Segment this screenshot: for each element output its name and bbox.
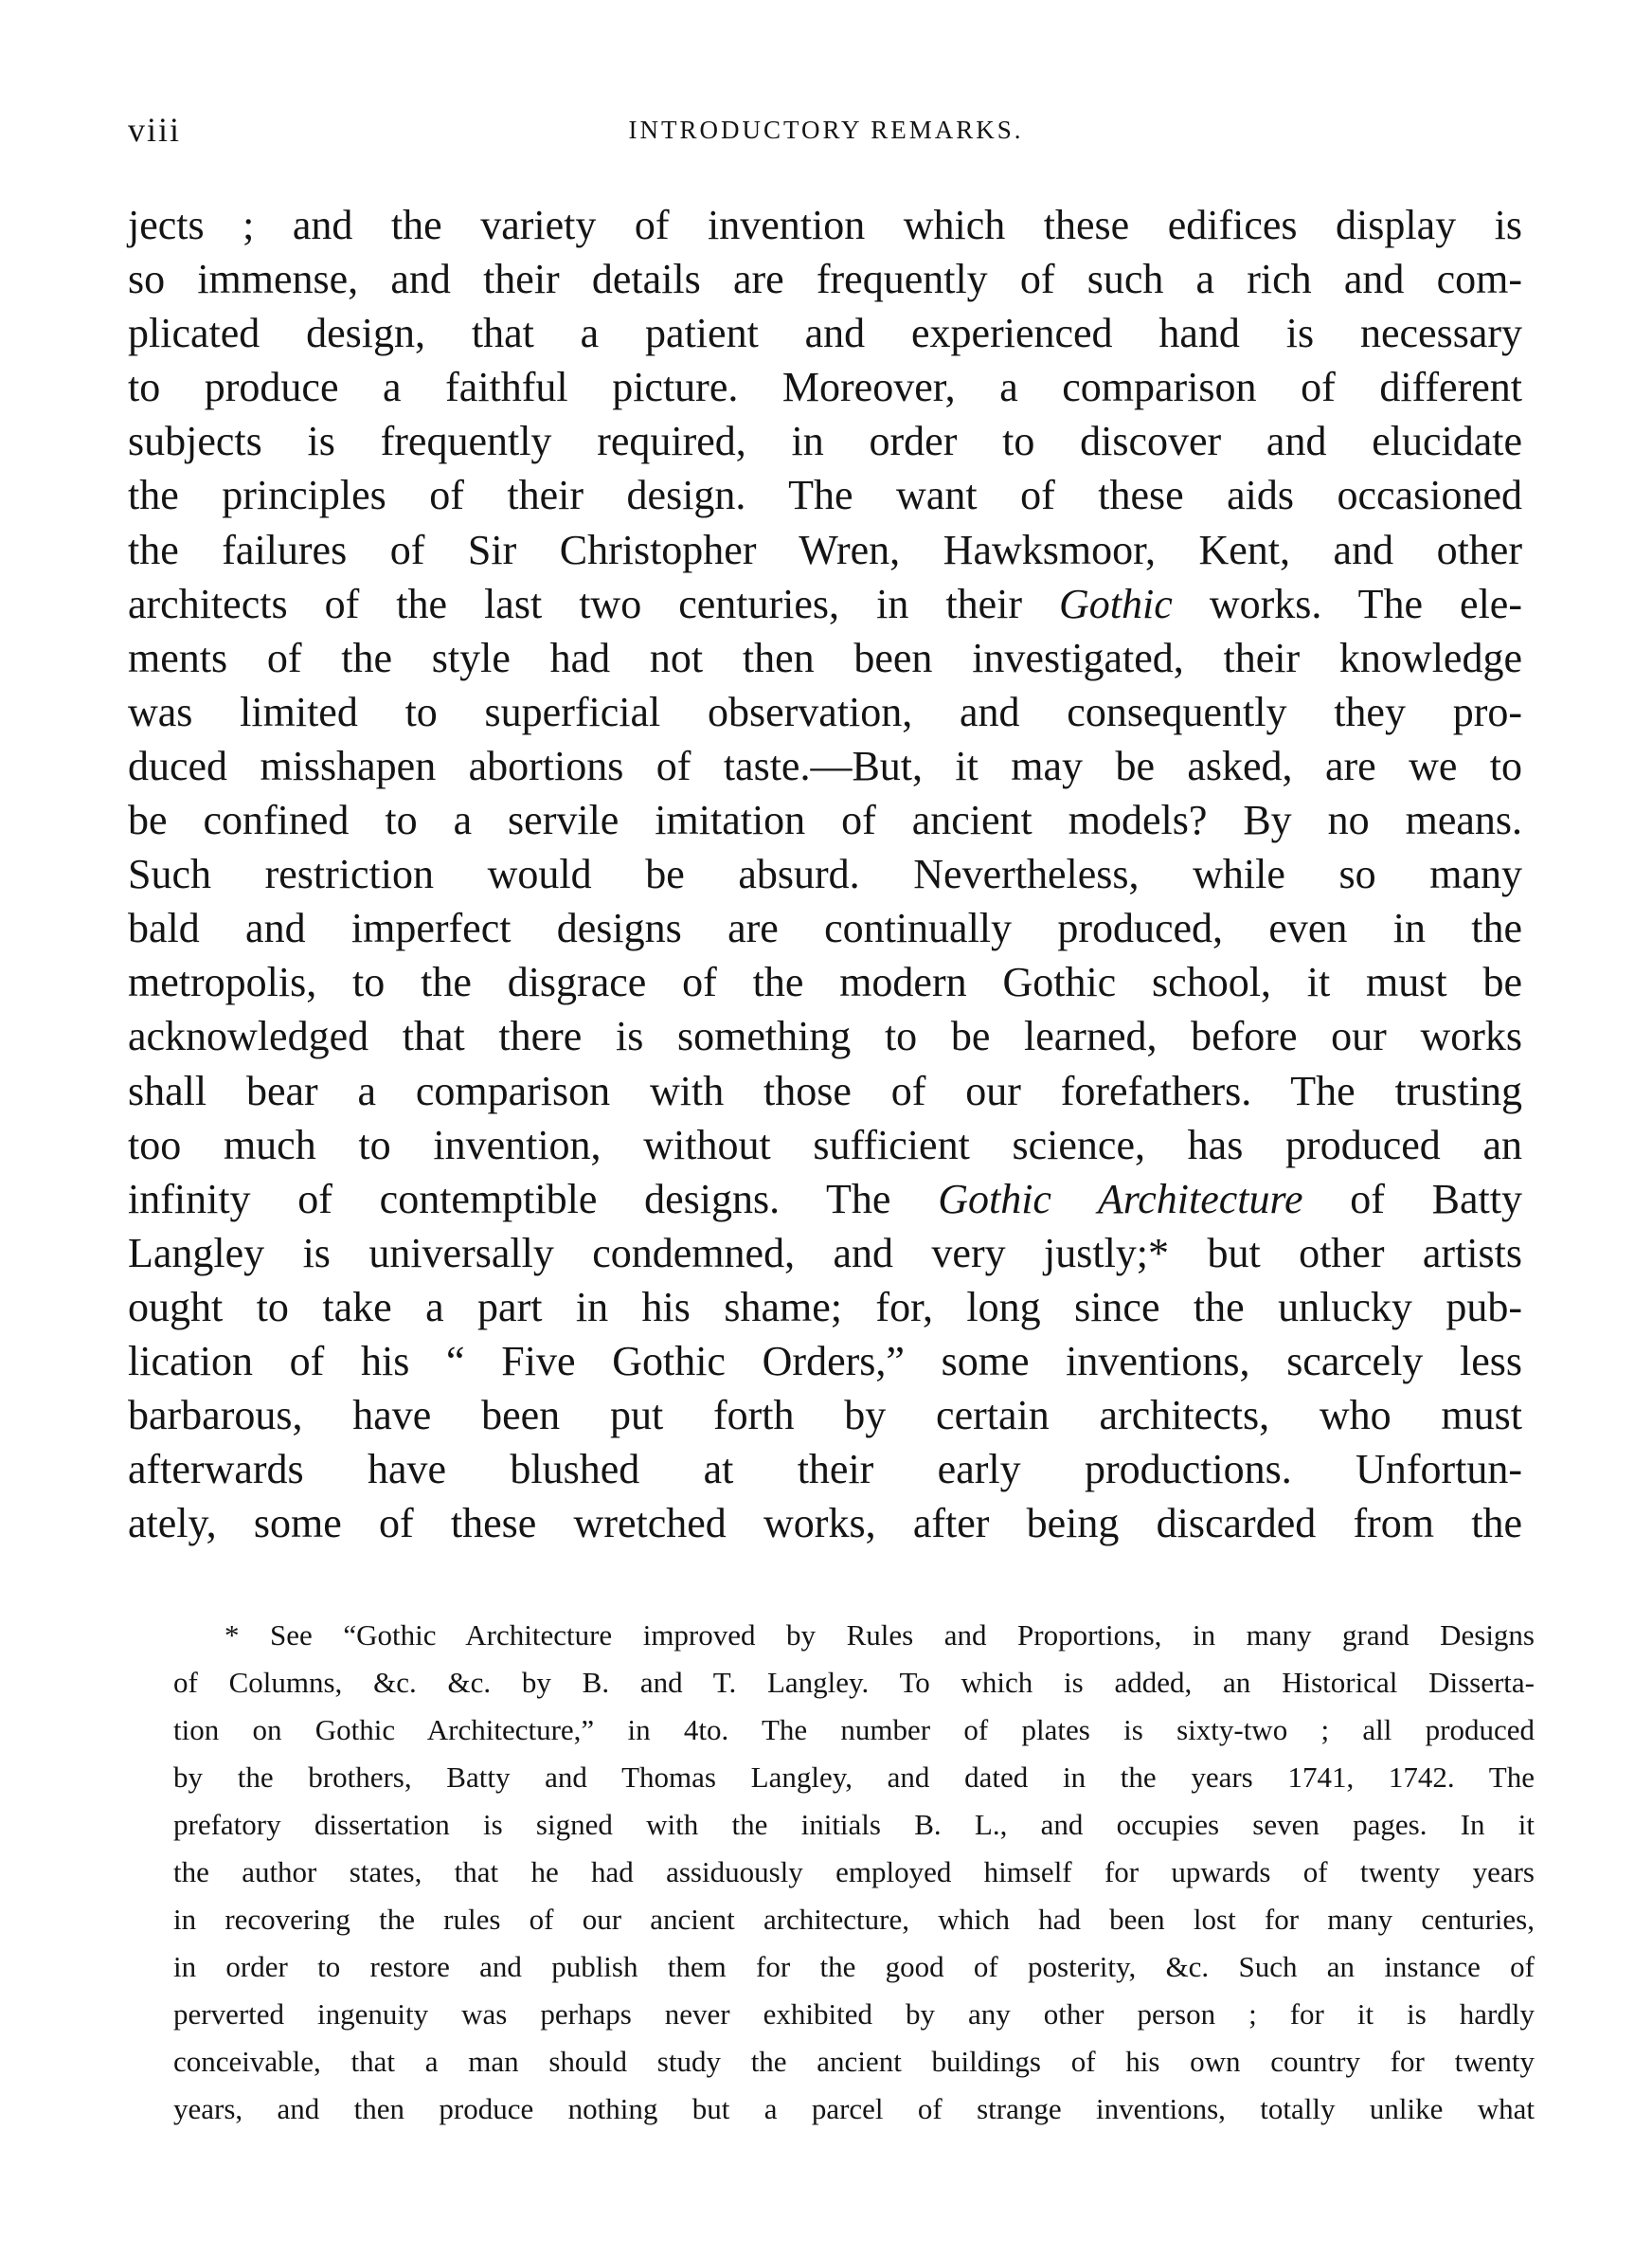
line-text: duced misshapen abortions of taste.—But, it may be asked, are we to [128,742,1522,789]
body-line [128,523,1522,577]
body-line [128,306,1522,360]
footnote-line: the author states, that he had assiduously employed himself for upwards of twenty years [173,1855,1535,1888]
body-line [128,793,1522,847]
footnote-line: in order to restore and publish them for the good of posterity, &c. Such an instance of [173,1950,1535,1983]
line-text: architects of the last two centuries, in their [128,580,1060,627]
body-line [128,631,1522,685]
line-text: afterwards have blushed at their early productions. Unfortun- [128,1446,1522,1493]
body-line [128,901,1522,955]
line-text: be confined to a servile imitation of ancient models? By no means. [128,797,1522,844]
line-text: ments of the style had not then been investigated, their knowledge [128,634,1522,681]
footnote-line: * See “Gothic Architecture improved by Rules and Proportions, in many grand Designs [224,1618,1535,1652]
page-number: viii [128,111,182,149]
body-line [128,685,1522,739]
italic-title: Gothic [1059,580,1173,627]
body-line [128,1064,1522,1118]
line-text: to produce a faithful picture. Moreover, a comparison of different [128,364,1522,411]
body-line [128,1496,1522,1550]
footnote [173,1612,1535,2133]
line-text: bald and imperfect designs are continually produced, even in the [128,905,1522,952]
line-text: the failures of Sir Christopher Wren, Hawksmoor, Kent, and other [128,526,1522,573]
line-text: of Batty [1302,1175,1522,1222]
body-line [128,1388,1522,1442]
line-text: was limited to superficial observation, and consequently they pro- [128,688,1522,735]
line-text: so immense, and their details are frequently of such a rich and com- [128,256,1522,303]
footnote-line: tion on Gothic Architecture,” in 4to. The number of plates is sixty-two ; all produced [173,1713,1535,1746]
footnote-line: by the brothers, Batty and Thomas Langley, and dated in the years 1741, 1742. The [173,1760,1535,1794]
body-line [128,414,1522,468]
line-text: metropolis, to the disgrace of the modern Gothic school, it must be [128,959,1522,1006]
body-line [128,1009,1522,1063]
body-line [128,955,1522,1009]
footnote-line: years, and then produce nothing but a parcel of strange inventions, totally unlike what [173,2092,1535,2125]
body-line [128,198,1522,252]
line-text: lication of his “ Five Gothic Orders,” some inventions, scarcely less [128,1337,1522,1384]
line-text: ately, some of these wretched works, after being discarded from the [128,1500,1522,1547]
line-text: infinity of contemptible designs. The [128,1175,939,1222]
body-line [128,1280,1522,1334]
line-text: too much to invention, without sufficient science, has produced an [128,1121,1522,1168]
line-text: works. The ele- [1172,580,1522,627]
body-line [128,1334,1522,1388]
body-line [128,252,1522,306]
body-line [128,1118,1522,1172]
line-text: Langley is universally condemned, and very justly;* but other artists [128,1229,1522,1276]
footnote-line: conceivable, that a man should study the ancient buildings of his own country for twenty [173,2045,1535,2078]
footnote-line: of Columns, &c. &c. by B. and T. Langley. To which is added, an Historical Disserta- [173,1666,1535,1699]
body-line [128,577,1522,631]
footnote-line: prefatory dissertation is signed with the initials B. L., and occupies seven pages. In it [173,1808,1535,1841]
body-line [128,739,1522,793]
line-text: plicated design, that a patient and experienced hand is necessary [128,310,1522,357]
body-line [128,1172,1522,1226]
italic-title: Gothic Architecture [938,1175,1303,1222]
body-line [128,1226,1522,1280]
body-text [128,198,1522,1550]
line-text: barbarous, have been put forth by certain architects, who must [128,1392,1522,1439]
line-text: shall bear a comparison with those of our forefathers. The trusting [128,1067,1522,1114]
running-head: INTRODUCTORY REMARKS. [628,116,1024,144]
line-text: jects ; and the variety of invention which these edifices display is [128,202,1522,248]
line-text: the principles of their design. The want of these aids occasioned [128,472,1522,519]
body-line [128,360,1522,414]
body-line [128,468,1522,522]
line-text: acknowledged that there is something to be learned, before our works [128,1013,1522,1060]
body-line [128,847,1522,901]
body-line [128,1442,1522,1496]
footnote-line: in recovering the rules of our ancient architecture, which had been lost for many centuries, [173,1903,1535,1936]
line-text: subjects is frequently required, in order to discover and elucidate [128,418,1522,465]
line-text: Such restriction would be absurd. Nevertheless, while so many [128,851,1522,898]
line-text: ought to take a part in his shame; for, long since the unlucky pub- [128,1283,1522,1330]
footnote-line: perverted ingenuity was perhaps never exhibited by any other person ; for it is hardly [173,1997,1535,2031]
